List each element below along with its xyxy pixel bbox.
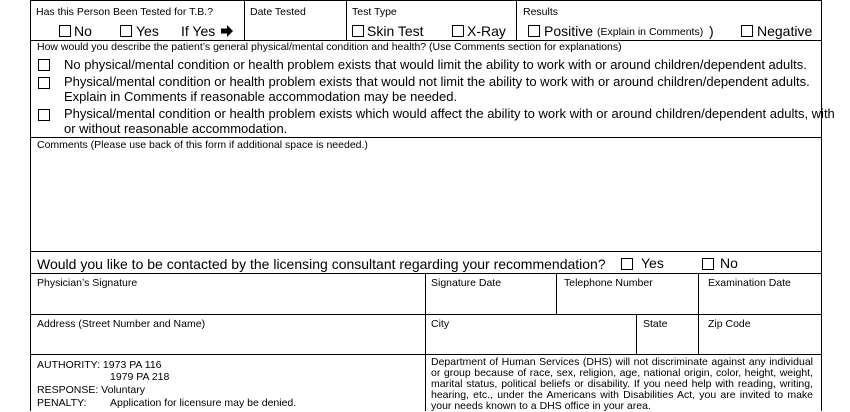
divider xyxy=(425,354,426,411)
authority-line-1: AUTHORITY: 1973 PA 116 xyxy=(37,359,162,371)
dhs-nondiscrimination-notice: Department of Human Services (DHS) will not discriminate against any individual or group because of race, sex, religion, age, national origin, color, height, weight, marital status, political beliefs or disability. If you need help with reading, writing, hearing, etc., under the Americans with Disabilities Act, you are invited to make your needs known to a DHS office in your area. xyxy=(431,356,813,412)
physician-signature-label: Physician’s Signature xyxy=(37,277,138,289)
condition-option-1-label: No physical/mental condition or health problem exists that would limit the ability to work with or around children/dependent adults. xyxy=(64,57,807,72)
divider xyxy=(30,137,822,138)
tb-yes-label: Yes xyxy=(136,23,159,39)
authority-penalty-label: PENALTY: xyxy=(37,397,87,409)
positive-label: Positive xyxy=(544,23,594,39)
tb-question-label: Has this Person Been Tested for T.B.? xyxy=(36,6,214,18)
state-label: State xyxy=(643,318,668,330)
divider xyxy=(30,354,822,355)
divider xyxy=(244,0,245,40)
condition-option-1-checkbox[interactable] xyxy=(38,59,50,71)
positive-note: (Explain in Comments) xyxy=(597,26,704,38)
authority-line-2: 1979 PA 218 xyxy=(110,371,170,383)
contact-yes-checkbox[interactable] xyxy=(621,258,633,270)
skin-test-checkbox[interactable] xyxy=(352,25,364,37)
if-yes-label: If Yes xyxy=(181,23,216,39)
divider xyxy=(30,0,822,1)
form-border-right xyxy=(821,0,822,411)
contact-no-checkbox[interactable] xyxy=(702,258,714,270)
condition-option-3-label: Physical/mental condition or health problem exists which would affect the ability to work with or around children/dependent adults, with xyxy=(64,106,835,121)
tb-yes-checkbox[interactable] xyxy=(120,25,132,37)
positive-note-close: ) xyxy=(709,23,714,39)
signature-date-label: Signature Date xyxy=(431,277,502,289)
condition-option-3-checkbox[interactable] xyxy=(38,109,50,121)
tb-no-label: No xyxy=(74,23,92,39)
divider xyxy=(636,314,637,354)
condition-option-2-label-cont: Explain in Comments if reasonable accommodation may be needed. xyxy=(64,89,458,104)
contact-no-label: No xyxy=(720,255,738,271)
positive-checkbox[interactable] xyxy=(528,25,540,37)
condition-option-2-checkbox[interactable] xyxy=(38,77,50,89)
negative-checkbox[interactable] xyxy=(741,25,753,37)
condition-option-2-label: Physical/mental condition or health problem exists that would not limit the ability to work with or around children/dependent adults. xyxy=(64,74,810,89)
divider xyxy=(30,314,822,315)
skin-test-label: Skin Test xyxy=(367,23,424,39)
divider xyxy=(346,0,347,40)
authority-penalty-text: Application for licensure may be denied. xyxy=(110,397,297,409)
comments-label: Comments (Please use back of this form if additional space is needed.) xyxy=(37,139,368,151)
city-label: City xyxy=(431,318,450,330)
divider xyxy=(698,273,699,314)
contact-yes-label: Yes xyxy=(641,255,664,271)
address-label: Address (Street Number and Name) xyxy=(37,318,206,330)
divider xyxy=(556,273,557,314)
xray-checkbox[interactable] xyxy=(452,25,464,37)
contact-question: Would you like to be contacted by the licensing consultant regarding your recommendation? xyxy=(37,256,606,272)
tb-no-checkbox[interactable] xyxy=(59,25,71,37)
authority-response: RESPONSE: Voluntary xyxy=(37,384,145,396)
telephone-label: Telephone Number xyxy=(564,277,653,289)
divider xyxy=(698,314,699,354)
exam-date-label: Examination Date xyxy=(708,277,791,289)
zip-label: Zip Code xyxy=(708,318,751,330)
comments-area[interactable] xyxy=(31,152,821,250)
negative-label: Negative xyxy=(757,23,813,39)
divider xyxy=(30,251,822,252)
xray-label: X-Ray xyxy=(467,23,506,39)
divider xyxy=(425,273,426,314)
condition-question: How would you describe the patient’s general physical/mental condition and health? (Use Comments section for explanations) xyxy=(37,41,622,53)
date-tested-label: Date Tested xyxy=(250,6,306,18)
arrow-right-icon xyxy=(221,25,233,37)
divider xyxy=(425,314,426,354)
divider xyxy=(30,273,822,274)
condition-option-3-label-cont: or without reasonable accommodation. xyxy=(64,121,288,136)
divider xyxy=(516,0,517,40)
test-type-label: Test Type xyxy=(352,6,397,18)
results-label: Results xyxy=(523,6,559,18)
